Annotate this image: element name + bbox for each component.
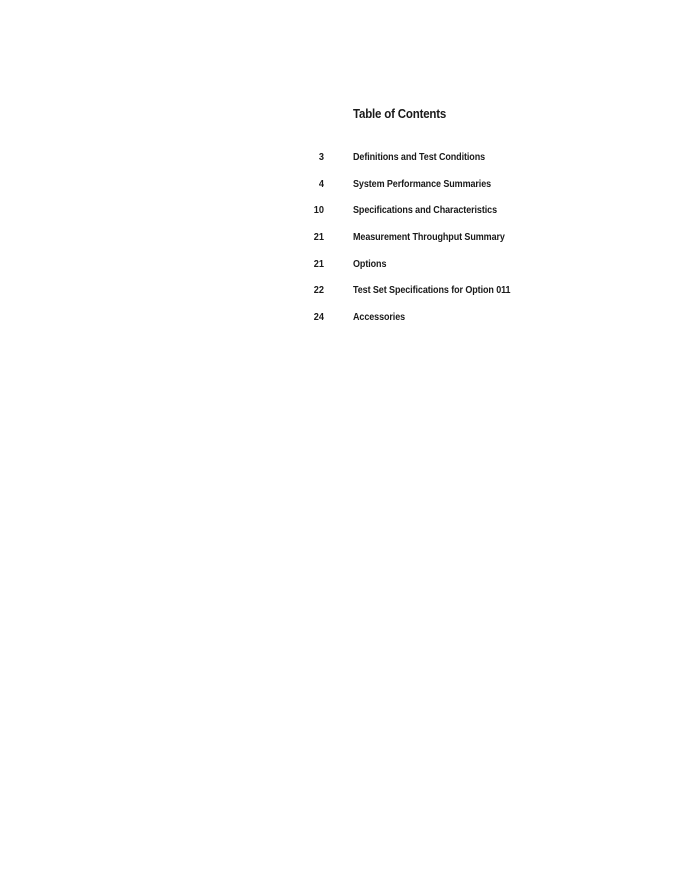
toc-page-number: 10 [313, 205, 324, 217]
table-of-contents [300, 104, 600, 331]
toc-list [300, 144, 600, 331]
toc-entry-label: Specifications and Characteristics [353, 205, 497, 217]
toc-title: Table of Contents [353, 107, 447, 121]
toc-entry[interactable] [300, 171, 600, 198]
toc-page-number: 21 [313, 258, 324, 270]
toc-entry[interactable] [300, 197, 600, 224]
toc-entry-label: Definitions and Test Conditions [353, 151, 486, 163]
toc-entry-label: Options [353, 258, 387, 270]
toc-entry[interactable] [300, 224, 600, 251]
toc-page-number: 3 [318, 151, 324, 163]
toc-entry[interactable] [300, 251, 600, 278]
toc-page-number: 21 [313, 231, 324, 243]
toc-page-number: 24 [313, 311, 324, 323]
toc-page-number: 4 [318, 178, 324, 190]
toc-entry[interactable] [300, 277, 600, 304]
toc-entry[interactable] [300, 144, 600, 171]
toc-entry[interactable] [300, 304, 600, 331]
toc-entry-label: System Performance Summaries [353, 178, 492, 190]
toc-entry-label: Measurement Throughput Summary [353, 231, 505, 243]
toc-entry-label: Accessories [353, 311, 406, 323]
toc-page-number: 22 [313, 285, 324, 297]
toc-entry-label: Test Set Specifications for Option 011 [353, 285, 511, 297]
